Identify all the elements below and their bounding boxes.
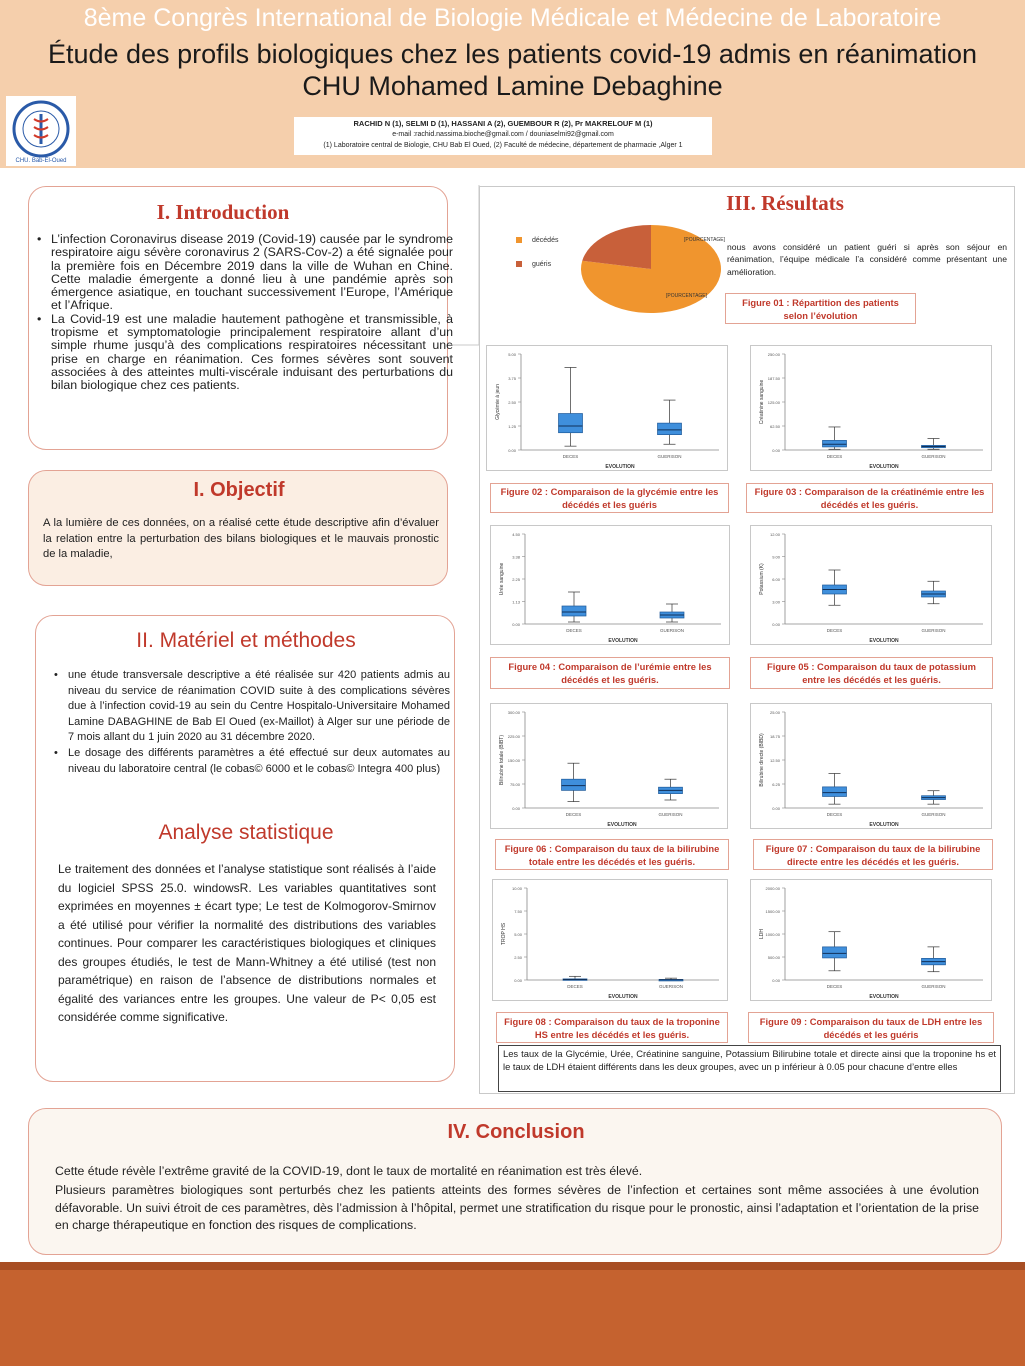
category-label: GUERISON (658, 812, 683, 817)
fig06-caption: Figure 06 : Comparaison du taux de la bilirubine totale entre les décédés et les guéris. (495, 839, 729, 870)
poster-title-line1: Étude des profils biologiques chez les patients covid-19 admis en réanimation (47, 39, 978, 69)
category-label: DECES (826, 454, 843, 459)
y-tick-label: 3.38 (512, 554, 520, 560)
y-tick-label: 125.00 (767, 400, 780, 405)
category-label: GUERISON (659, 628, 685, 633)
y-tick-label: 0.00 (772, 806, 780, 811)
category-label: DECES (826, 628, 843, 633)
x-axis-label: EVOLUTION (608, 638, 638, 644)
poster-title-line2: CHU Mohamed Lamine Debaghine (302, 71, 723, 102)
category-label: GUERISON (921, 454, 946, 459)
conclusion-paragraph-2: Plusieurs paramètres biologiques sont perturbés chez les patients atteints des formes sévères de l’infection et certaines sont même associées à une évolution défavorable. Un suivi étroit de ces paramètres, dès l’admission à l’hôpital, permet une stratification du risque pour le pronostic, ainsi l’adaptation et l’orientation de la prise en charge thérapeutique en fonction des risques de complications. (55, 1183, 979, 1232)
y-axis-label: Bilirubine directe (BIBD) (759, 733, 765, 787)
y-tick-label: 2.25 (512, 577, 520, 582)
box-deces (823, 787, 847, 797)
methods-bullet: • Le dosage des différents paramètres a été effectué sur deux automates au niveau du laboratoire central (le cobas© 6000 et le cobas© Integra 400 plus) (50, 746, 450, 777)
x-axis-label: EVOLUTION (608, 994, 638, 1000)
affiliations: (1) Laboratoire central de Biologie, CHU Bab El Oued, (2) Faculté de médecine, département de pharmacie ,Alger 1 (323, 142, 683, 149)
stats-text: Le traitement des données et l’analyse statistique sont réalisés à l’aide du logiciel SPSS 25.0. windowsR. Les variables quantitatives sont exprimées en moyennes ± écart type; Le test de Kolmogorov-Smirnov a été utilisé pour vérifier la normalité des distributions des variables continues. Pour comparer les caractéristiques biologiques et cliniques des groupes étudiés, le test de Mann-Whitney a été utilisé (test non paramétrique) en raison de l’absence de distributions normales et égalité des variances entre les groupes. Une valeur de P< 0,05 est considérée comme significative. (58, 862, 436, 1024)
y-tick-label: 1500.00 (765, 909, 780, 914)
x-axis-label: EVOLUTION (869, 638, 899, 644)
results-title: III. Résultats (726, 191, 844, 215)
authors-box (294, 117, 712, 155)
pie-label-gueris: [POURCENTAGE] (684, 237, 726, 243)
introduction-section (28, 186, 453, 450)
poster-title (0, 38, 1025, 103)
y-axis-label: LDH (759, 928, 765, 940)
y-tick-label: 10.00 (511, 886, 522, 891)
pie-legend-decedes (516, 237, 558, 244)
fig05-plot (750, 525, 992, 645)
y-tick-label: 300.00 (507, 710, 520, 715)
y-axis-label: TROP HS (501, 922, 507, 946)
box-deces (823, 440, 847, 447)
box-guerison (658, 423, 682, 435)
y-tick-label: 2.50 (508, 400, 516, 405)
hospital-logo (6, 96, 76, 166)
y-tick-label: 0.00 (772, 622, 780, 627)
category-label: DECES (565, 812, 582, 817)
y-tick-label: 1.25 (508, 424, 516, 429)
y-tick-label: 6.00 (772, 577, 780, 582)
fig03-caption: Figure 03 : Comparaison de la créatinémie entre les décédés et les guéris. (746, 483, 993, 513)
fig02-caption: Figure 02 : Comparaison de la glycémie entre les décédés et les guéris (490, 483, 729, 513)
fig06-plot (490, 703, 728, 829)
box-deces (823, 947, 847, 958)
fig07-caption: Figure 07 : Comparaison du taux de la bilirubine directe entre les décédés et les guéris. (753, 839, 993, 870)
y-tick-label: 12.50 (769, 758, 780, 763)
y-tick-label: 4.50 (512, 532, 520, 537)
y-tick-label: 1.13 (512, 599, 520, 605)
methods-title: II. Matériel et méthodes (136, 629, 356, 652)
x-axis-label: EVOLUTION (607, 822, 637, 828)
objectif-title: I. Objectif (193, 479, 285, 501)
y-tick-label: 0.00 (508, 448, 516, 453)
y-tick-label: 0.00 (772, 448, 780, 453)
x-axis-label: EVOLUTION (869, 994, 899, 1000)
category-label: DECES (826, 984, 843, 989)
y-tick-label: 18.75 (769, 734, 780, 739)
y-tick-label: 150.00 (507, 758, 520, 763)
category-label: GUERISON (657, 454, 682, 459)
y-axis-label: Créatinine sanguine (759, 379, 765, 425)
fig05-caption: Figure 05 : Comparaison du taux de potassium entre les décédés et les guéris. (750, 657, 993, 689)
conclusion-paragraph-1: Cette étude révèle l’extrême gravité de la COVID-19, dont le taux de mortalité en réanimation est très élevé. (55, 1164, 643, 1178)
category-label: DECES (567, 984, 583, 989)
category-label: GUERISON (658, 984, 684, 989)
box-deces (562, 779, 586, 790)
y-tick-label: 12.00 (769, 532, 780, 537)
conclusion-section (28, 1108, 1002, 1255)
pie-swatch-decedes (516, 237, 522, 243)
pie-legend-gueris (516, 261, 551, 268)
y-tick-label: 62.50 (769, 424, 780, 429)
y-tick-label: 500.00 (767, 955, 780, 960)
category-label: GUERISON (921, 812, 946, 817)
y-tick-label: 250.00 (767, 352, 780, 357)
pie-legend-label: guéris (532, 261, 552, 268)
fig08-plot (492, 879, 728, 1001)
x-axis-label: EVOLUTION (869, 822, 899, 828)
y-tick-label: 3.00 (772, 599, 780, 605)
author-emails: e-mail :rachid.nassima.bioche@gmail.com / douniaselmi92@gmail.com (392, 131, 614, 138)
y-tick-label: 75.00 (509, 782, 520, 787)
introduction-title: I. Introduction (156, 200, 290, 224)
authors: RACHID N (1), SELMI D (1), HASSANI A (2), GUEMBOUR R (2), Pr MAKRELOUF M (1) (353, 119, 653, 128)
y-tick-label: 9.00 (772, 554, 780, 560)
fig02-plot (486, 345, 728, 471)
y-axis-label: Potassium (K) (759, 563, 765, 595)
y-tick-label: 7.50 (514, 909, 522, 914)
y-tick-label: 25.00 (769, 710, 780, 715)
fig01-caption: Figure 01 : Répartition des patients selon l’évolution (725, 293, 916, 324)
pie-chart (576, 219, 726, 315)
objectif-section (28, 470, 448, 586)
footer-stripe (0, 1262, 1025, 1270)
poster-header (0, 0, 1025, 168)
svg-text:CHU. Bab-El-Oued: CHU. Bab-El-Oued (15, 158, 67, 164)
connector-line (448, 185, 480, 350)
pie-legend-label: décédés (532, 237, 559, 244)
fig09-plot (750, 879, 992, 1001)
y-tick-label: 3.75 (508, 376, 516, 381)
y-axis-label: Glycémie à jeun (495, 384, 501, 420)
fig04-caption: Figure 04 : Comparaison de l’urémie entre les décédés et les guéris. (490, 657, 730, 689)
conclusion-title: IV. Conclusion (447, 1121, 585, 1143)
guerison-definition: nous avons considéré un patient guéri si après son séjour en réanimation, l’équipe médicale l’a considéré comme présentant une amélioration. (727, 242, 1007, 277)
y-tick-label: 0.00 (512, 622, 520, 627)
results-section (479, 186, 1015, 1094)
fig09-caption: Figure 09 : Comparaison du taux de LDH entre les décédés et les guéris (748, 1012, 994, 1043)
objectif-text: A la lumière de ces données, on a réalisé cette étude descriptive afin d’évaluer la relation entre la perturbation des bilans biologiques et le mauvais pronostic de la maladie, (43, 517, 439, 560)
y-tick-label: 0.00 (512, 806, 520, 811)
conference-title: 8ème Congrès International de Biologie Médicale et Médecine de Laboratoire (83, 4, 942, 32)
category-label: DECES (566, 628, 582, 633)
y-tick-label: 0.00 (514, 978, 522, 983)
y-tick-label: 5.00 (508, 352, 516, 357)
y-axis-label: Urée sanguine (499, 562, 505, 596)
poster-footer (0, 1262, 1025, 1366)
introduction-list (33, 233, 453, 393)
introduction-bullet: • L’infection Coronavirus disease 2019 (Covid-19) causée par le syndrome respiratoire aigu sévère coronavirus 2 (SARS-Cov-2) a été signalée pour la première fois en Décembre 2019 dans la ville de Wuhan en Chine. Cette maladie émergente a donné lieu à une pandémie après son émergence asiatique, en touchant successivement l’Europe, l’Amérique et l’Afrique. (33, 233, 453, 313)
category-label: GUERISON (921, 628, 946, 633)
y-tick-label: 5.00 (514, 932, 522, 937)
y-tick-label: 2.50 (514, 955, 522, 960)
y-tick-label: 187.50 (767, 376, 780, 381)
box-deces (559, 414, 583, 433)
fig03-plot (750, 345, 992, 471)
results-summary: Les taux de la Glycémie, Urée, Créatinine sanguine, Potassium Bilirubine totale et directe ainsi que la troponine hs et le taux de LDH étaient différents dans les deux groupes, avec un p inférieur à 0.05 pour chacune d’entre elles (498, 1045, 1001, 1092)
y-tick-label: 0.00 (772, 978, 780, 983)
box-deces (562, 606, 586, 616)
y-tick-label: 6.25 (772, 782, 780, 787)
y-tick-label: 225.00 (507, 734, 520, 739)
stats-title: Analyse statistique (158, 821, 334, 844)
fig04-plot (490, 525, 730, 645)
y-axis-label: Bilirubine totale (BIBT) (499, 734, 505, 786)
x-axis-label: EVOLUTION (869, 464, 899, 470)
pie-label-decedes: [POURCENTAGE] (666, 293, 708, 299)
fig08-caption: Figure 08 : Comparaison du taux de la troponine HS entre les décédés et les guéris. (496, 1012, 728, 1043)
y-tick-label: 2000.00 (765, 886, 780, 891)
fig07-plot (750, 703, 992, 829)
x-axis-label: EVOLUTION (605, 464, 635, 470)
methods-section (35, 615, 455, 1082)
methods-list (50, 668, 450, 777)
pie-swatch-gueris (516, 261, 522, 267)
introduction-bullet: • La Covid-19 est une maladie hautement pathogène et transmissible, à tropisme et symptomatologie principalement respiratoire allant d’un simple rhume jusqu’à des complications respiratoires nécessitant une prise en charge en réanimation. Ces formes sévères sont souvent associées à des atteintes multi-viscérale induisant des perturbations du bilan biologique chez ces patients. (33, 313, 453, 393)
category-label: DECES (826, 812, 843, 817)
y-tick-label: 1000.00 (765, 932, 780, 937)
category-label: DECES (562, 454, 579, 459)
category-label: GUERISON (921, 984, 946, 989)
methods-bullet: • une étude transversale descriptive a été réalisée sur 420 patients admis au niveau du service de réanimation COVID suite à des complications sévères due à l’infection covid-19 au sein du Centre Hospitalo-Universitaire Mohamed Lamine DABAGHINE de Bab El Oued (ex-Maillot) à Alger sur une période de 7 mois allant du 1 juin 2020 au 31 décembre 2020. (50, 668, 450, 746)
